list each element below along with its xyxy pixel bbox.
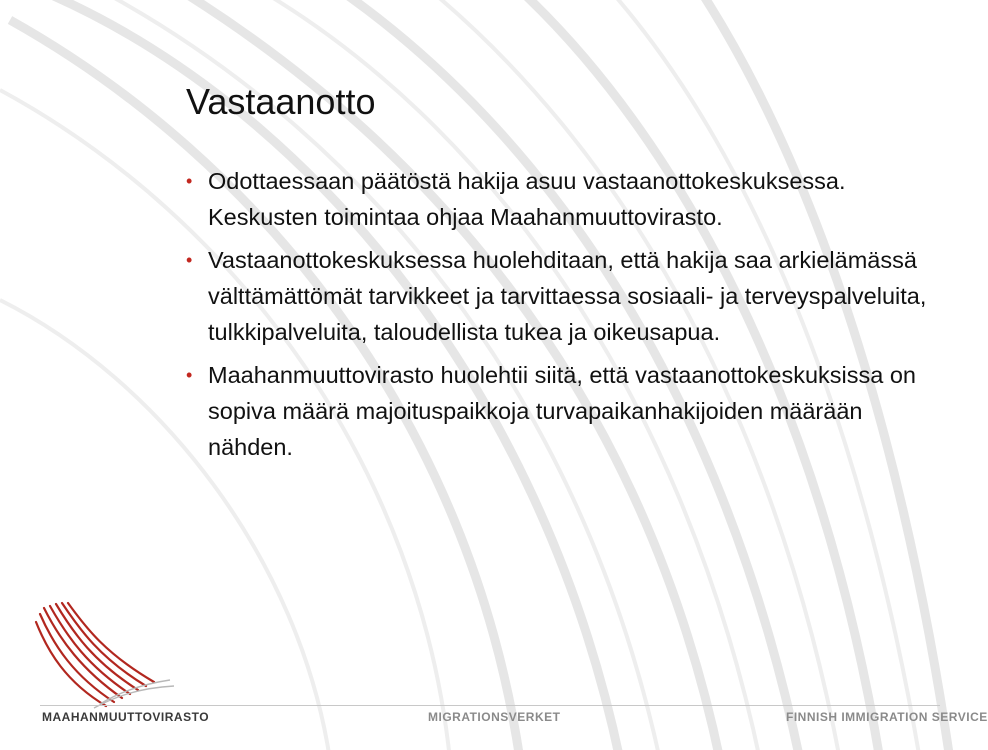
bullet-text: Vastaanottokeskuksessa huolehditaan, että hakija saa arkielämässä välttämättömät tarvikkeet ja tarvittaessa sosiaali- ja terveyspalveluita, tulkkipalveluita, taloudellista tukea ja oikeusapua. xyxy=(208,247,927,345)
bullet-text: Odottaessaan päätöstä hakija asuu vastaanottokeskuksessa. Keskusten toimintaa ohjaa Maahanmuuttovirasto. xyxy=(208,168,846,230)
bullet-item xyxy=(186,357,946,465)
footer-divider xyxy=(40,705,940,706)
footer-agency-name-en: FINNISH IMMIGRATION SERVICE xyxy=(786,710,988,724)
footer-agency-name-fi: MAAHANMUUTTOVIRASTO xyxy=(42,710,210,724)
bullet-item xyxy=(186,242,946,350)
bullet-item xyxy=(186,163,946,235)
bullet-dot-icon: • xyxy=(186,171,193,191)
footer xyxy=(0,696,988,750)
wing-logo-icon xyxy=(30,600,180,710)
footer-agency-name-sv: MIGRATIONSVERKET xyxy=(428,710,561,724)
bullet-text: Maahanmuuttovirasto huolehtii siitä, että vastaanottokeskuksissa on sopiva määrä majoituspaikkoja turvapaikanhakijoiden määrään nähden. xyxy=(208,362,917,460)
slide-title: Vastaanotto xyxy=(186,81,376,122)
bullet-list xyxy=(186,163,946,472)
bullet-dot-icon: • xyxy=(186,250,193,270)
bullet-dot-icon: • xyxy=(186,365,193,385)
